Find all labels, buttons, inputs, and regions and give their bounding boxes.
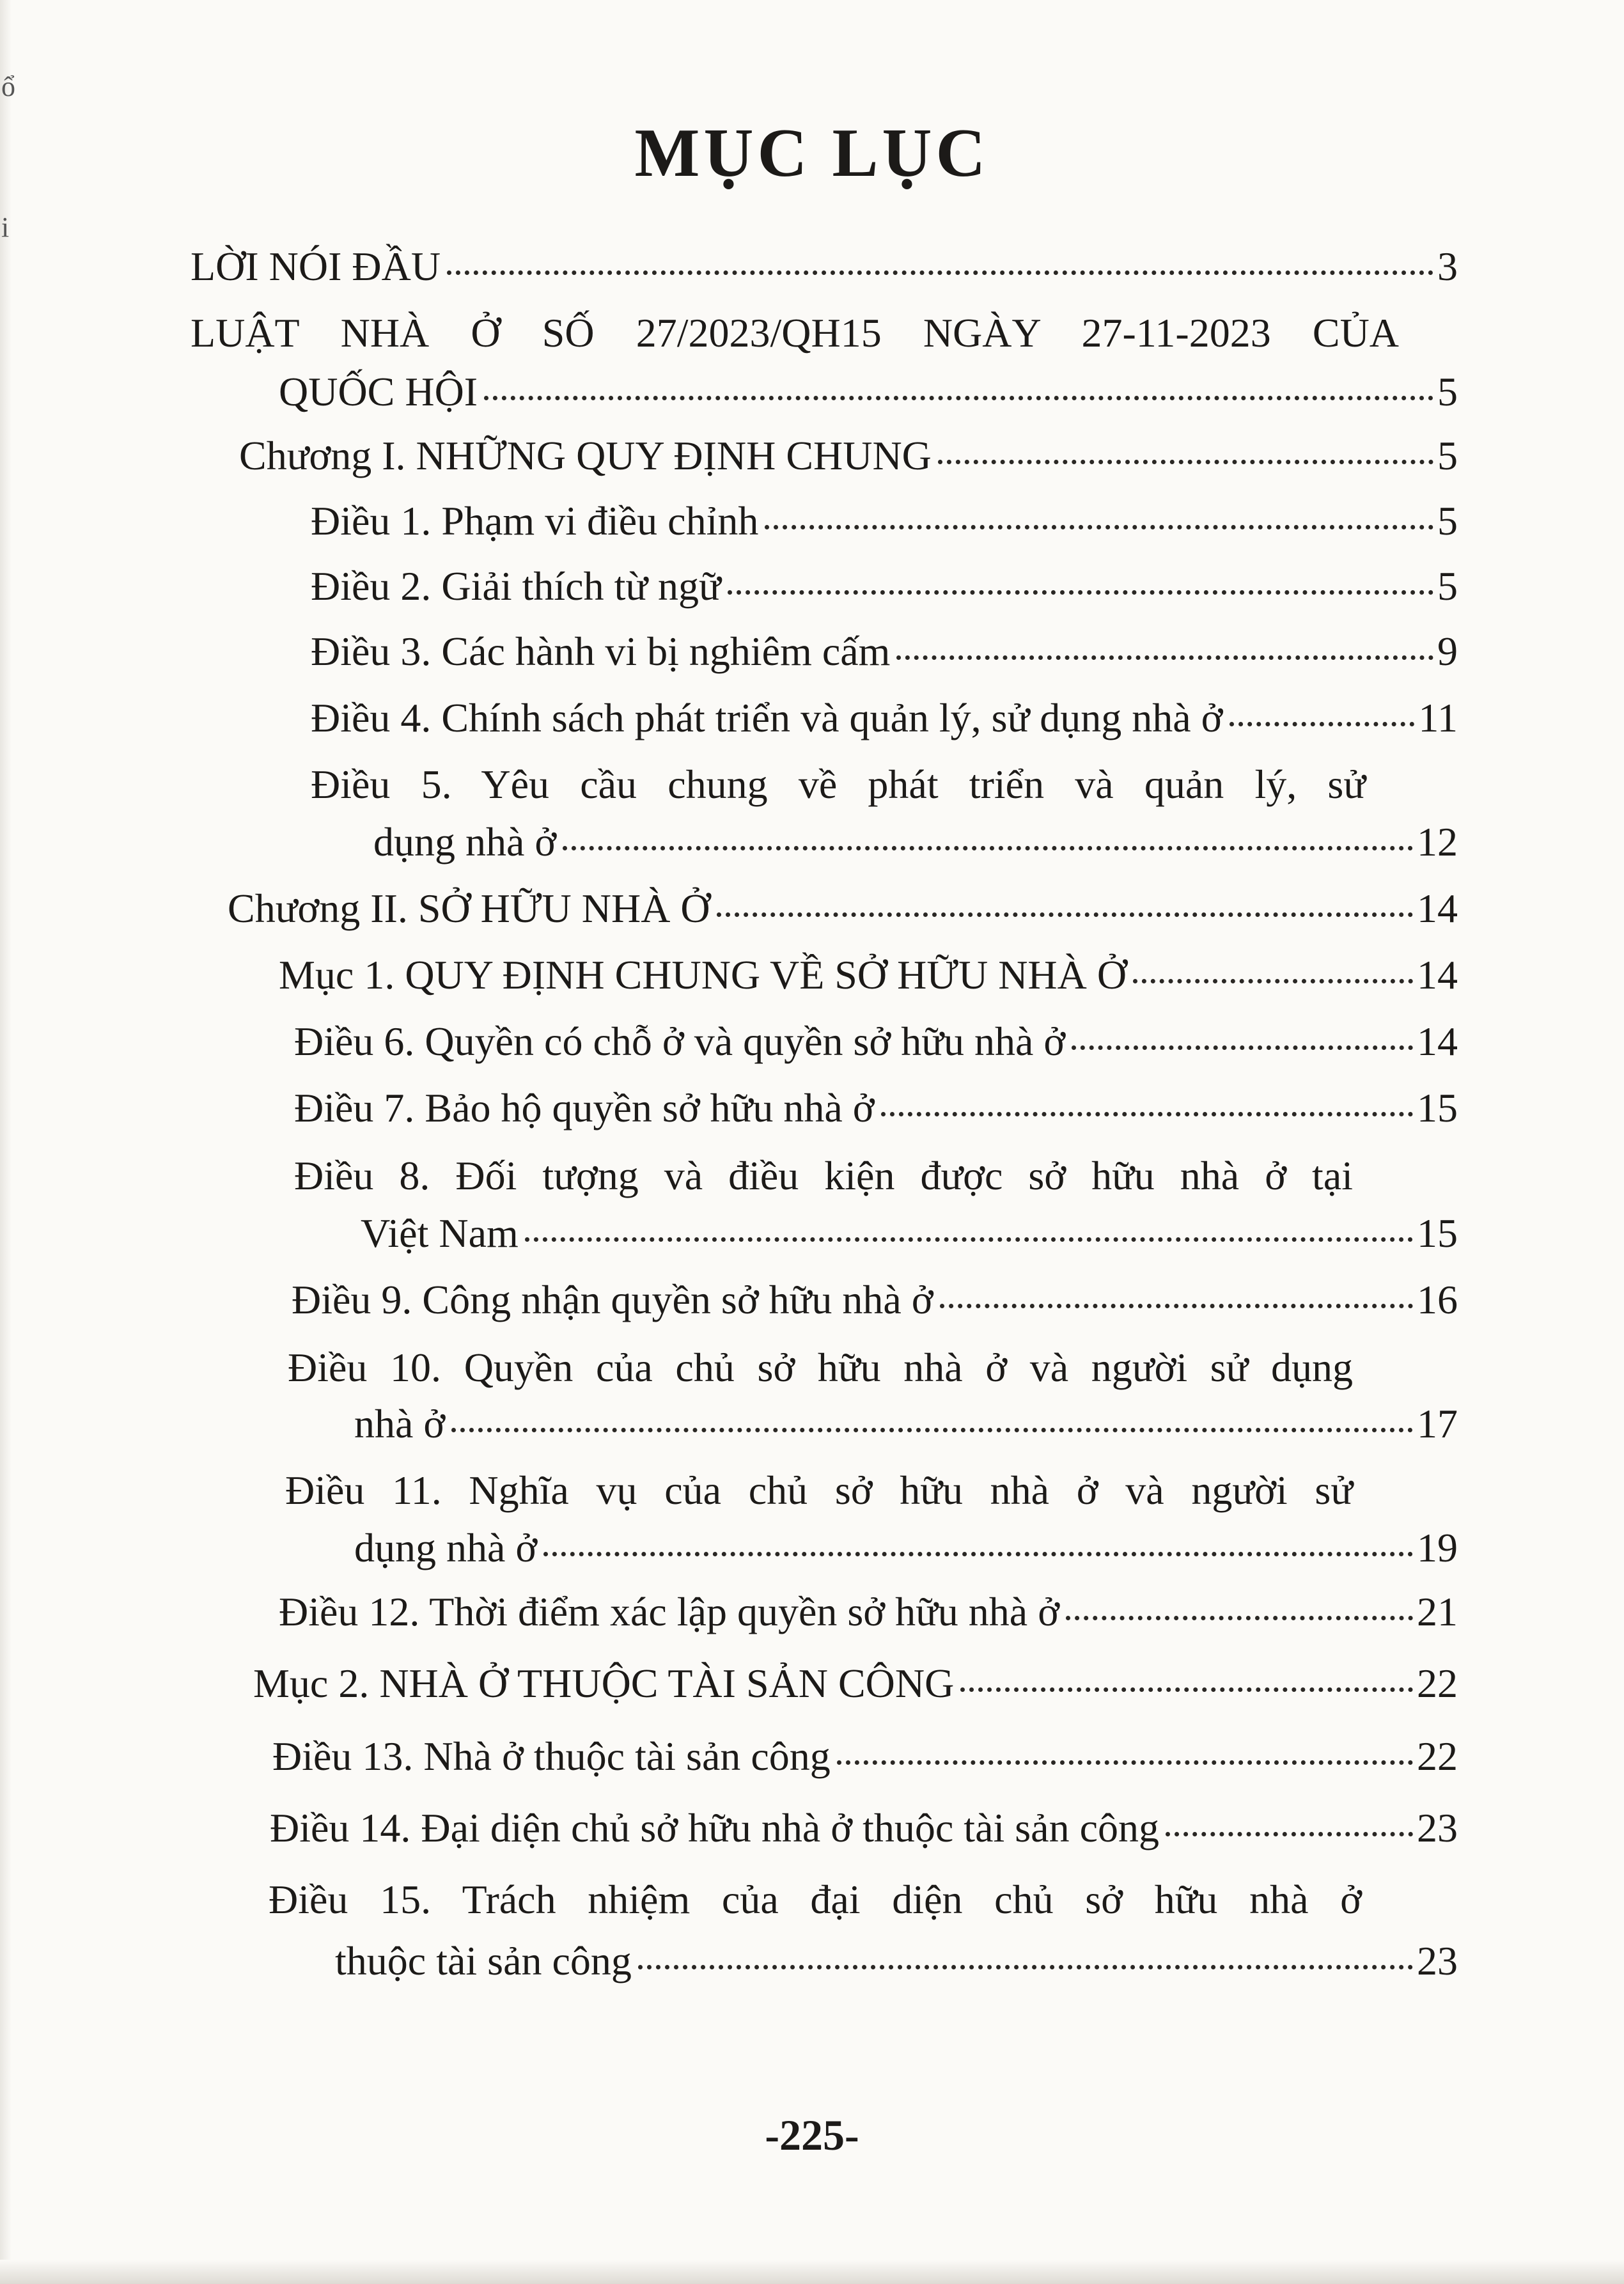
dot-leader: [717, 912, 1413, 917]
dot-leader: [940, 1304, 1413, 1308]
dot-leader: [1133, 979, 1413, 983]
toc-entry-title: nhà ở: [354, 1401, 446, 1446]
toc-entry-page: 12: [1417, 819, 1458, 864]
toc-entry-line1: Điều 10. Quyền của chủ sở hữu nhà ở và người sử dụng: [288, 1345, 1353, 1390]
toc-entry-title: Mục 2. NHÀ Ở THUỘC TÀI SẢN CÔNG: [253, 1661, 955, 1706]
dot-leader: [1066, 1616, 1413, 1620]
toc-entry: [311, 563, 1458, 610]
dot-leader: [563, 846, 1413, 850]
page-title: MỤC LỤC: [634, 115, 990, 191]
dot-leader: [765, 525, 1433, 529]
dot-leader: [451, 1428, 1413, 1432]
toc-entry: [253, 1660, 1458, 1707]
toc-entry-title: Điều 12. Thời điểm xác lập quyền sở hữu nhà ở: [279, 1589, 1060, 1634]
toc-entry: [191, 243, 1458, 290]
toc-entry: [311, 694, 1458, 742]
toc-entry-title: LỜI NÓI ĐẦU: [191, 244, 441, 289]
dot-leader: [1166, 1832, 1413, 1836]
dot-leader: [938, 460, 1433, 464]
toc-entry: [354, 1524, 1458, 1572]
dot-leader: [728, 590, 1433, 595]
toc-entry: [239, 432, 1458, 480]
toc-entry-page: 5: [1437, 433, 1458, 478]
dot-leader: [881, 1112, 1413, 1116]
edge-mark-top: ổ: [1, 71, 15, 102]
toc-entry-page: 14: [1417, 952, 1458, 997]
toc-entry-title: thuộc tài sản công: [335, 1938, 632, 1983]
toc-entry: [294, 1018, 1458, 1065]
toc-entry-title: Chương II. SỞ HỮU NHÀ Ở: [228, 886, 710, 931]
toc-entry-line1: Điều 5. Yêu cầu chung về phát triển và quản lý, sử: [311, 762, 1366, 807]
toc-entry-page: 22: [1417, 1733, 1458, 1779]
toc-entry: [311, 497, 1458, 545]
toc-entry: [361, 1210, 1458, 1257]
toc-entry-page: 14: [1417, 1019, 1458, 1064]
toc-entry: [354, 1400, 1458, 1448]
toc-entry: [292, 1276, 1458, 1324]
toc-entry-page: 15: [1417, 1210, 1458, 1256]
toc-entry-page: 23: [1417, 1938, 1458, 1983]
dot-leader: [638, 1965, 1413, 1969]
toc-entry-title: dụng nhà ở: [373, 819, 557, 864]
dot-leader: [1072, 1045, 1413, 1050]
toc-entry-page: 22: [1417, 1661, 1458, 1706]
dot-leader: [837, 1760, 1413, 1765]
toc-entry-page: 5: [1437, 563, 1458, 609]
toc-entry-title: Điều 9. Công nhận quyền sở hữu nhà ở: [292, 1277, 933, 1322]
toc-entry-title: Mục 1. QUY ĐỊNH CHUNG VỀ SỞ HỮU NHÀ Ở: [279, 952, 1127, 997]
page-gutter-shadow: [0, 0, 12, 2284]
toc-entry: [279, 1588, 1458, 1636]
dot-leader: [896, 655, 1433, 660]
dot-leader: [960, 1687, 1413, 1692]
toc-entry: [279, 951, 1458, 999]
toc-entry: [272, 1733, 1458, 1780]
toc-entry-page: 14: [1417, 886, 1458, 931]
toc-entry-title: dụng nhà ở: [354, 1525, 538, 1570]
toc-entry-page: 15: [1417, 1085, 1458, 1130]
toc-entry-title: Điều 1. Phạm vi điều chỉnh: [311, 498, 759, 544]
toc-entry-page: 17: [1417, 1401, 1458, 1446]
toc-entry-page: 9: [1437, 629, 1458, 674]
toc-entry-page: 19: [1417, 1525, 1458, 1570]
toc-entry-title: Điều 2. Giải thích từ ngữ: [311, 563, 721, 609]
toc-entry-title: Điều 13. Nhà ở thuộc tài sản công: [272, 1733, 831, 1779]
toc-entry: [373, 818, 1458, 866]
toc-entry-title: Điều 4. Chính sách phát triển và quản lý, sử dụng nhà ở: [311, 695, 1223, 740]
dot-leader: [484, 396, 1433, 400]
dot-leader: [525, 1237, 1413, 1242]
toc-entry-page: 5: [1437, 498, 1458, 544]
toc-entry-title: Điều 7. Bảo hộ quyền sở hữu nhà ở: [294, 1085, 875, 1130]
toc-entry-title: QUỐC HỘI: [279, 369, 478, 414]
toc-entry-page: 21: [1417, 1589, 1458, 1634]
dot-leader: [1230, 722, 1415, 726]
toc-entry: [294, 1084, 1458, 1132]
toc-entry-line1: Điều 8. Đối tượng và điều kiện được sở hữu nhà ở tại: [294, 1153, 1353, 1198]
dot-leader: [543, 1552, 1413, 1556]
toc-entry-title: Chương I. NHỮNG QUY ĐỊNH CHUNG: [239, 433, 932, 478]
page-bottom-edge: [0, 2260, 1624, 2284]
toc-entry-title: Điều 14. Đại diện chủ sở hữu nhà ở thuộc tài sản công: [270, 1805, 1159, 1850]
toc-entry-page: 3: [1437, 244, 1458, 289]
toc-entry-title: Điều 3. Các hành vi bị nghiêm cấm: [311, 629, 891, 674]
edge-mark-middle: i: [1, 212, 10, 243]
toc-entry-page: 5: [1437, 369, 1458, 414]
toc-entry-line1: Điều 11. Nghĩa vụ của chủ sở hữu nhà ở và người sử: [285, 1467, 1353, 1513]
toc-entry: [335, 1937, 1458, 1985]
toc-entry: [311, 628, 1458, 675]
toc-entry-line1: LUẬT NHÀ Ở SỐ 27/2023/QH15 NGÀY 27-11-2023 CỦA: [191, 310, 1399, 356]
toc-entry-page: 16: [1417, 1277, 1458, 1322]
toc-entry: [270, 1804, 1458, 1852]
toc-entry-page: 23: [1417, 1805, 1458, 1850]
toc-entry: [279, 368, 1458, 416]
dot-leader: [447, 270, 1433, 275]
page-number: -225-: [765, 2111, 859, 2159]
toc-entry-line1: Điều 15. Trách nhiệm của đại diện chủ sở hữu nhà ở: [269, 1877, 1362, 1922]
toc-entry-title: Điều 6. Quyền có chỗ ở và quyền sở hữu nhà ở: [294, 1019, 1066, 1064]
toc-entry: [228, 885, 1458, 932]
toc-entry-page: 11: [1418, 695, 1458, 740]
toc-entry-title: Việt Nam: [361, 1210, 519, 1256]
